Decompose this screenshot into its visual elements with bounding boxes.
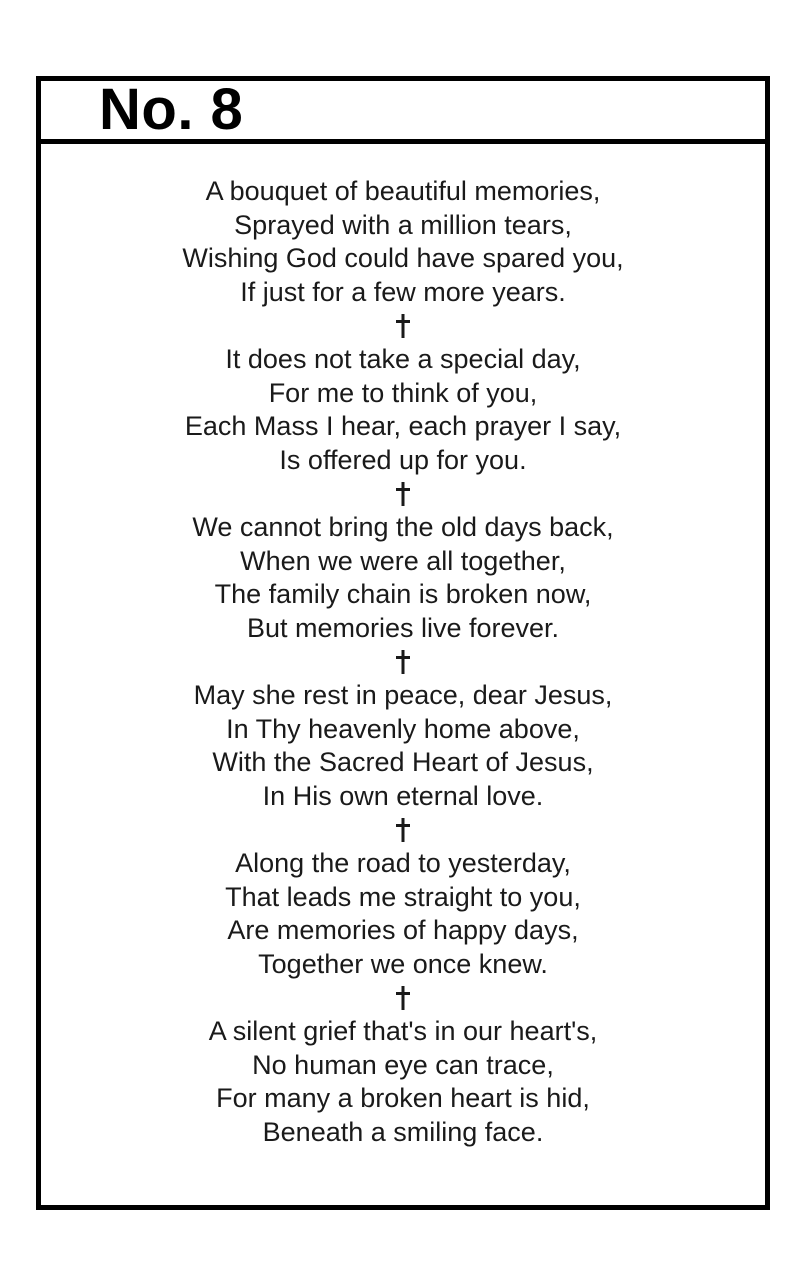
poem (41, 175, 765, 1149)
verse-line: The family chain is broken now, (214, 579, 592, 609)
cross-icon (41, 309, 765, 343)
card-header (41, 77, 765, 144)
verse-2 (41, 343, 765, 477)
verse-5 (41, 847, 765, 981)
cross-icon (41, 645, 765, 679)
verse-line: When we were all together, (240, 545, 566, 576)
verse-line: But memories live forever. (246, 612, 560, 643)
verse-line: Together we once knew. (258, 948, 548, 979)
verse-line: It does not take a special day, (225, 344, 581, 374)
verse-line: Beneath a smiling face. (262, 1116, 544, 1147)
memorial-card (36, 76, 770, 1210)
verse-line: For me to think of you, (268, 377, 538, 408)
verse-line: If just for a few more years. (240, 276, 566, 307)
card-title: No. 8 (99, 77, 244, 142)
verse-line: In Thy heavenly home above, (226, 713, 580, 744)
verse-4 (41, 679, 765, 813)
verse-3 (41, 511, 765, 645)
verse-6 (41, 1015, 765, 1149)
verse-line: No human eye can trace, (252, 1049, 554, 1080)
verse-line: For many a broken heart is hid, (216, 1083, 590, 1113)
verse-line: Each Mass I hear, each prayer I say, (184, 411, 622, 441)
verse-line: A bouquet of beautiful memories, (205, 176, 601, 206)
verse-line: Is offered up for you. (279, 444, 527, 475)
verse-line: A silent grief that's in our heart's, (208, 1016, 598, 1046)
verse-line: Along the road to yesterday, (235, 848, 571, 878)
cross-icon (41, 477, 765, 511)
verse-line: Sprayed with a million tears, (234, 209, 572, 240)
cross-icon (41, 813, 765, 847)
verse-line: That leads me straight to you, (225, 881, 581, 912)
verse-line: In His own eternal love. (262, 780, 544, 811)
verse-line: Are memories of happy days, (227, 915, 579, 945)
verse-line: We cannot bring the old days back, (192, 512, 614, 542)
verse-line: May she rest in peace, dear Jesus, (193, 680, 613, 710)
verse-line: Wishing God could have spared you, (182, 243, 624, 273)
cross-icon (41, 981, 765, 1015)
verse-1 (41, 175, 765, 309)
verse-line: With the Sacred Heart of Jesus, (212, 747, 594, 777)
